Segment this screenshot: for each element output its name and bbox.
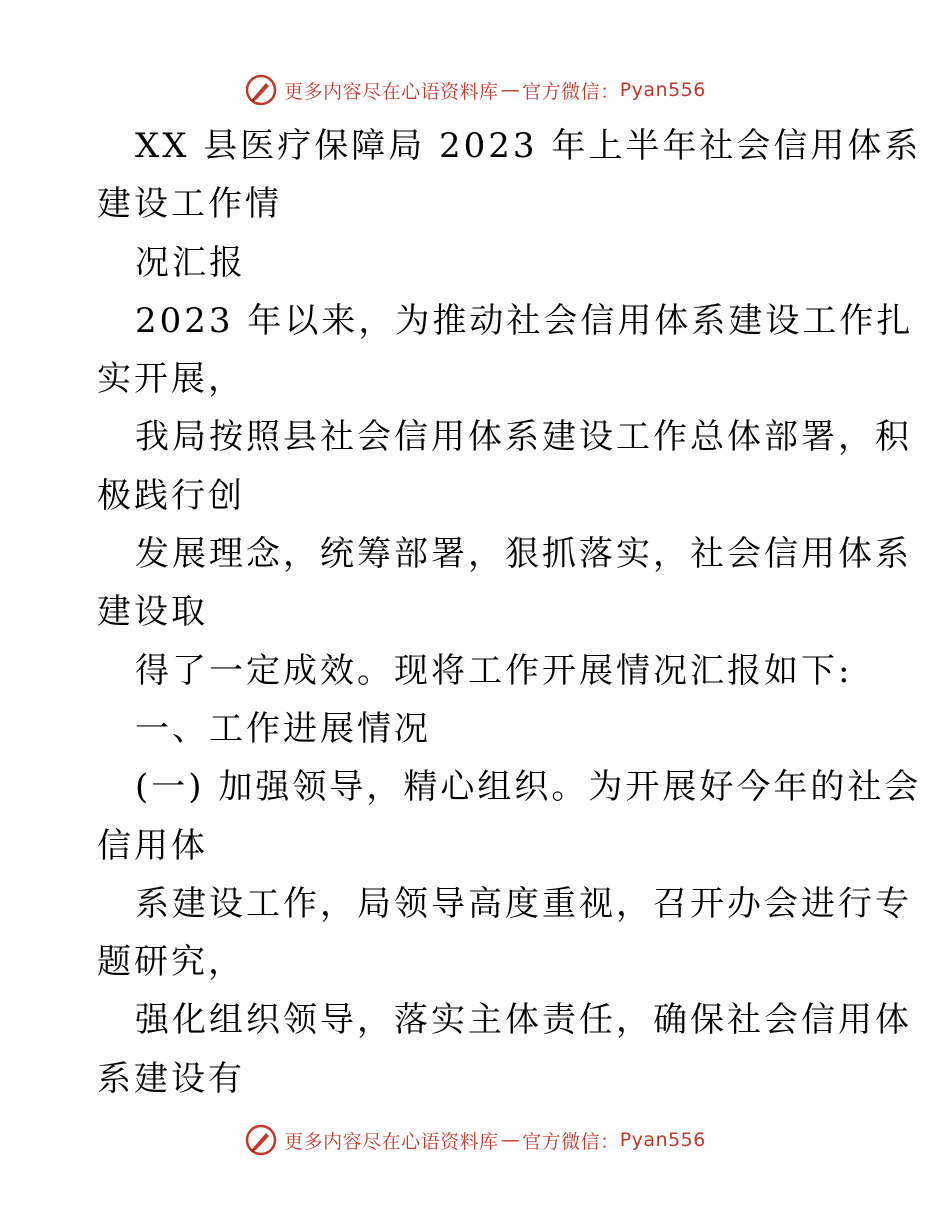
text-line: 系建设有: [97, 1058, 245, 1099]
watermark-official: 官方微信：: [522, 80, 620, 103]
section-heading: 一、工作进展情况: [135, 708, 431, 749]
document-body: [97, 117, 922, 1108]
watermark-dash: —: [500, 1129, 521, 1151]
text-line: 得了一定成效。现将工作开展情况汇报如下:: [135, 650, 853, 691]
text-line: 建设取: [97, 592, 208, 633]
footer-watermark: [0, 1120, 950, 1160]
text-line: 实开展，: [97, 359, 245, 400]
text-line: XX 县医疗保障局 2023 年上半年社会信用体系: [135, 126, 922, 166]
text-line: 系建设工作，局领导高度重视，召开办会进行专: [135, 883, 912, 924]
watermark-text: 更多内容尽在心语资料库: [284, 1130, 499, 1153]
text-line: (一) 加强领导，精心组织。为开展好今年的社会: [135, 767, 922, 808]
text-line: 题研究，: [97, 942, 245, 983]
text-line: 我局按照县社会信用体系建设工作总体部署，积: [135, 417, 912, 458]
watermark-text: 更多内容尽在心语资料库: [284, 80, 499, 103]
text-line: 信用体: [97, 825, 208, 866]
watermark-official: 官方微信：: [522, 1130, 620, 1153]
text-line: 2023 年以来，为推动社会信用体系建设工作扎: [135, 300, 914, 341]
text-line: 强化组织领导，落实主体责任，确保社会信用体: [135, 1000, 912, 1041]
text-line: 建设工作情: [97, 184, 282, 225]
header-watermark: [0, 70, 950, 110]
watermark-id: Pyan556: [619, 79, 706, 101]
text-line: 发展理念，统筹部署，狠抓落实，社会信用体系: [135, 534, 912, 575]
pen-logo-icon: [244, 73, 278, 107]
text-line: 极践行创: [97, 475, 245, 516]
watermark-id: Pyan556: [619, 1129, 706, 1151]
watermark-dash: —: [500, 79, 521, 101]
text-line: 况汇报: [135, 242, 246, 283]
pen-logo-icon: [244, 1123, 278, 1157]
